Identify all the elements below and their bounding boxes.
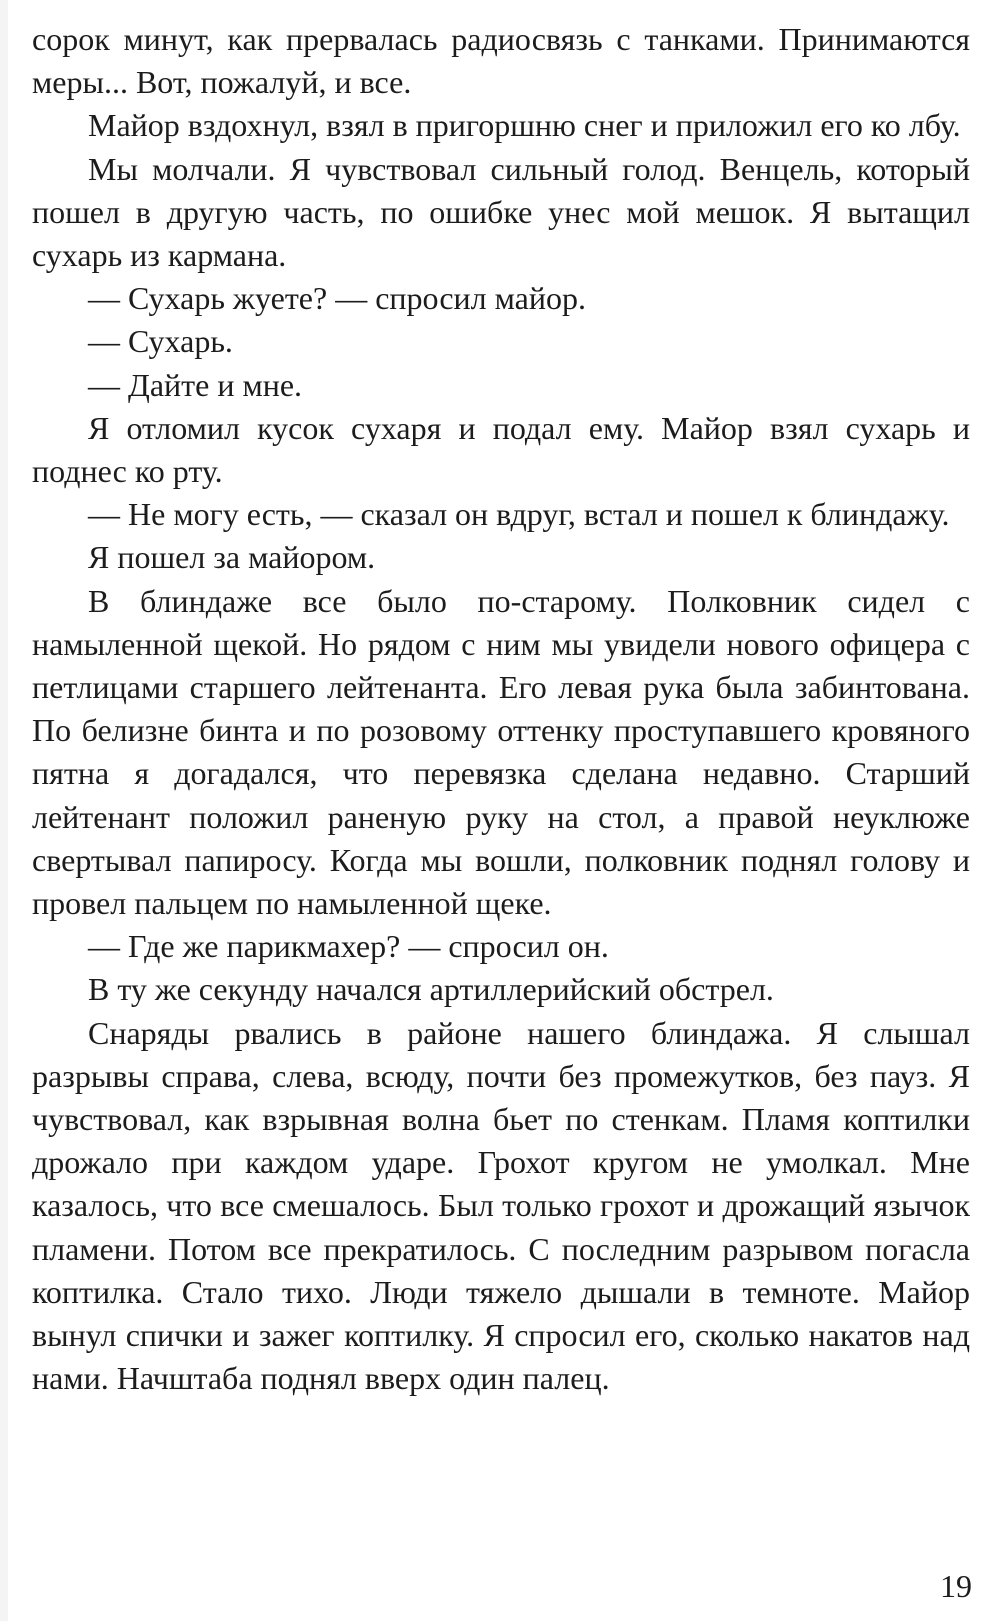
dialogue-line: — Сухарь. <box>88 323 233 360</box>
dialogue-line: — Дайте и мне. <box>88 366 303 403</box>
page-body <box>32 18 970 1401</box>
paragraph: Я отломил кусок сухаря и подал ему. Майор взял сухарь и поднес ко рту. <box>32 409 970 490</box>
paragraph: сорок минут, как прервалась радиосвязь с танками. Принимаются меры... Вот, пожалуй, и все. <box>32 21 970 101</box>
page-number: 19 <box>940 1568 972 1604</box>
paragraph: Я пошел за майором. <box>88 539 376 576</box>
dialogue-line: — Где же парикмахер? — спросил он. <box>88 928 609 965</box>
paragraph: Майор вздохнул, взял в пригоршню снег и приложил его ко лбу. <box>88 107 961 144</box>
page-edge <box>0 0 8 1621</box>
paragraph: В ту же секунду начался артиллерийский обстрел. <box>88 971 774 1008</box>
dialogue-line: — Не могу есть, — сказал он вдруг, встал и пошел к блиндажу. <box>88 496 950 533</box>
paragraph: Мы молчали. Я чувствовал сильный голод. Венцель, который пошел в другую часть, по ошибке унес мой мешок. Я вытащил сухарь из кармана. <box>32 150 970 274</box>
paragraph: В блиндаже все было по-старому. Полковник сидел с намыленной щекой. Но рядом с ним мы увидели нового офицера с петлицами старшего лейтенанта. Его левая рука была забинтована. По белизне бинта и по розовому оттенку проступавшего кровяного пятна я догадался, что перевязка сделана недавно. Старший лейтенант положил раненую руку на стол, а правой неуклюже свертывал папиросу. Когда мы вошли, полковник поднял голову и провел пальцем по намыленной щеке. <box>32 582 970 922</box>
dialogue-line: — Сухарь жуете? — спросил майор. <box>88 280 586 317</box>
paragraph: Снаряды рвались в районе нашего блиндажа. Я слышал разрывы справа, слева, всюду, почти без промежутков, без пауз. Я чувствовал, как взрывная волна бьет по стенкам. Пламя коптилки дрожало при каждом ударе. Грохот кругом не умолкал. Мне казалось, что все смешалось. Был только грохот и дрожащий язычок пламени. Потом все прекратилось. С последним разрывом погасла коптилка. Стало тихо. Люди тяжело дышали в темноте. Майор вынул спички и зажег коптилку. Я спросил его, сколько накатов над нами. Начштаба поднял вверх один палец. <box>32 1014 970 1397</box>
